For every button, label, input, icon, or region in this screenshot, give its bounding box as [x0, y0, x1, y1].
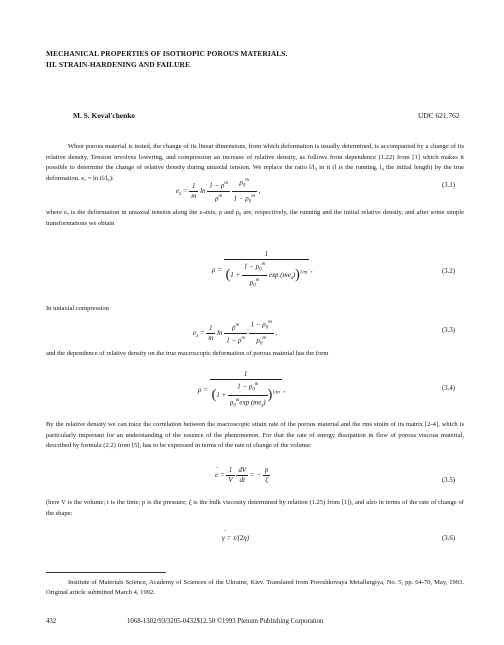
author-name: M. S. Koval'chenko [73, 111, 136, 120]
paragraph-5: By the relative density we can trace the correlation between the macroscopic strain rate of the porous material and the rms strain of its matrix [2-4], which is particularly important for an understanding of the essence of the phenomenon. For that the rate of energy dissipation in flow of porous viscous material, described by formula (2.2) from [5], has to be expressed in terms of the rate of change of the volume: [46, 421, 464, 450]
equation-3-4: ρ = 1 (1 + $\frac{1 - \rho_0^m}{\rho_0^m\exp (me_z)}$ )$^{1/m}$ , [198, 370, 286, 409]
footnote: Institute of Materials Science, Academy of Sciences of the Ukraine, Kiev. Translated from Poroshkovaya Metallurgiya, No. 5, pp. 64-70, May, 1993. Original article submitted March 4, 1992. [46, 579, 464, 597]
equation-number-3-1: (3.1) [442, 182, 456, 189]
paragraph-4: and the dependence of relative density on the true macroscopic deformation of porous material has the form [46, 350, 329, 357]
paragraph-1: When porous material is tested, the change of its linear dimensions, from which deformation is usually determined, is accompanied by a change of its relative density. Tension involves lowering, and compression an increase of relative density, as follows from dependence (1.22) from [1] which makes it possible to determine the change of relative density during uniaxial tension. We replace the ratio l/l₀ in it (l is the running, l₀ the initial length) by the true deformation. eₓ = ln (l/l₀): [46, 143, 464, 182]
paragraph-2: where eₓ is the deformation in uniaxial tension along the z-axis; ρ and ρ₀ are, respectively, the running and the initial relative density, and after some simple transformations we obtain [46, 209, 464, 227]
equation-3-2: ρ = 1 (1 + $\frac{1 - \rho_0^m}{\rho_0^m}$ $\exp (me_z))^{1/m}$ , [212, 250, 313, 289]
equation-3-3: $e_z$ = $\frac{1}{m}$ ln $\frac{\rho^m}{1 - \rho^m}$ $\frac{1 - \rho_0^m}{\rho_0^m}$ , [193, 320, 278, 347]
title-line-2: III. STRAIN-HARDENING AND FAILURE [46, 60, 191, 69]
equation-number-3-4: (3.4) [442, 385, 456, 392]
paragraph-6: (here V is the volume; t is the time; p is the pressure; ζ is the bulk viscosity determined by relation (1.25) from [1]), and also in terms of the rate of change of the shape: [46, 499, 464, 517]
page-number: 432 [46, 618, 57, 625]
equation-3-5: e · = $\frac{1}{V}$ $\frac{dV}{dt}$ = − $\frac{p}{\zeta}$ [215, 464, 269, 484]
paragraph-3: In uniaxial compression [46, 305, 109, 312]
equation-3-1: $e_z$ = $\frac{1}{m}$ ln $\frac{1 - \rho^m}{\rho^m}$ $\frac{\rho_0^m}{1 - \rho_0^m}$ , [176, 178, 261, 205]
equation-number-3-6: (3.6) [442, 535, 456, 542]
article-title [46, 48, 466, 70]
equation-3-6: γ · = τ/(2η) [222, 527, 250, 542]
equation-number-3-5: (3.5) [442, 477, 456, 484]
equation-number-3-2: (3.2) [442, 268, 456, 275]
footnote-divider [46, 572, 166, 573]
publisher-info: 1068-1302/93/3205-0432$12.50 ©1993 Plenum Publishing Corporation [127, 618, 324, 625]
equation-number-3-3: (3.3) [442, 327, 456, 334]
title-line-1: MECHANICAL PROPERTIES OF ISOTROPIC POROUS MATERIALS. [46, 49, 288, 58]
udc-code: UDC 621.762 [418, 111, 460, 120]
